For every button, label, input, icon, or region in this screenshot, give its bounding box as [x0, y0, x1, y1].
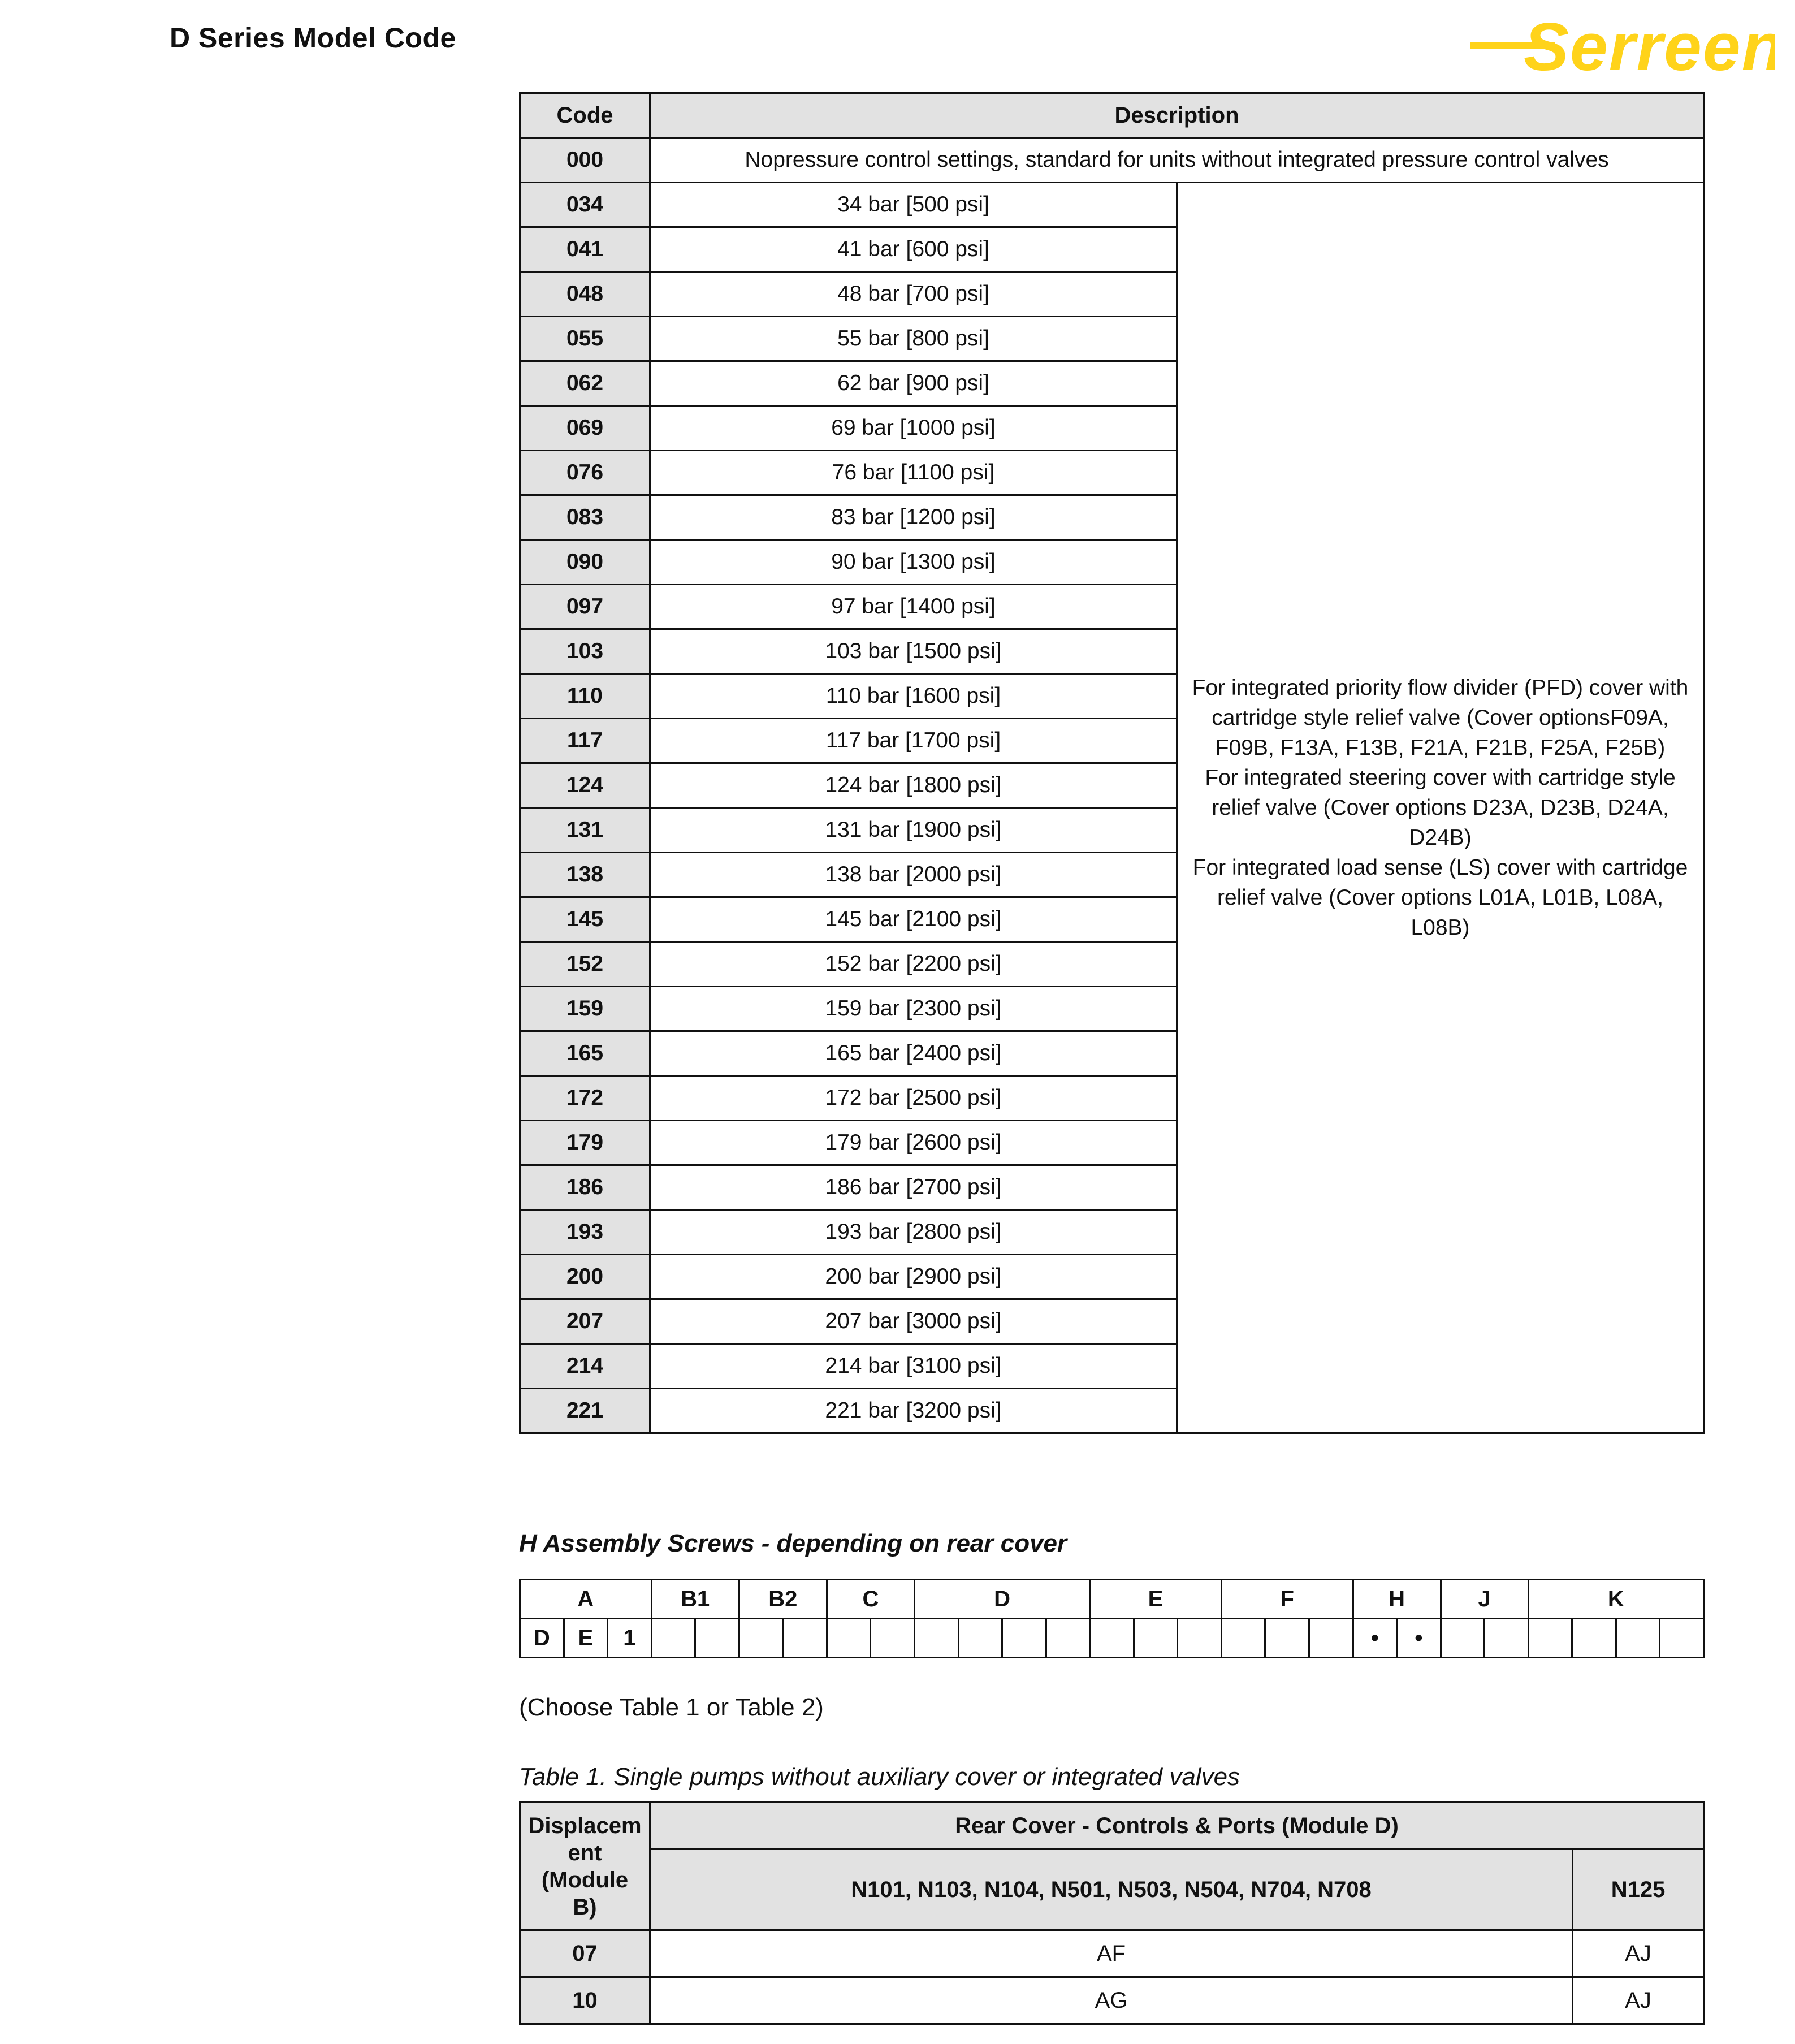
- pressure-value-cell: 110 bar [1600 psi]: [650, 674, 1177, 719]
- h-selection-mark: •: [1397, 1619, 1441, 1658]
- model-code-cell: [871, 1619, 915, 1658]
- group-header-k: K: [1528, 1580, 1703, 1619]
- pressure-value-cell: 159 bar [2300 psi]: [650, 987, 1177, 1031]
- pressure-value-cell: 172 bar [2500 psi]: [650, 1076, 1177, 1121]
- pressure-value-cell: 207 bar [3000 psi]: [650, 1299, 1177, 1344]
- model-code-cell: [914, 1619, 958, 1658]
- group-header-e: E: [1090, 1580, 1222, 1619]
- code-cell: 214: [520, 1344, 650, 1389]
- pressure-value-cell: 90 bar [1300 psi]: [650, 540, 1177, 585]
- pressure-value-cell: 124 bar [1800 psi]: [650, 763, 1177, 808]
- code-cell: 172: [520, 1076, 650, 1121]
- integrated-valve-note: [1177, 183, 1704, 1433]
- model-code-cell: [695, 1619, 739, 1658]
- model-code-cell: [1528, 1619, 1572, 1658]
- rear-cover-code-cell: AJ: [1573, 1930, 1704, 1977]
- code-cell: 076: [520, 451, 650, 495]
- pressure-value-cell: 76 bar [1100 psi]: [650, 451, 1177, 495]
- code-cell: 062: [520, 361, 650, 406]
- description-column-header: Description: [650, 93, 1704, 138]
- rear-cover-code-cell: AG: [650, 1977, 1573, 2024]
- group-header-h: H: [1353, 1580, 1441, 1619]
- pressure-value-cell: 103 bar [1500 psi]: [650, 629, 1177, 674]
- displacement-header-line: B): [573, 1894, 597, 1920]
- pressure-value-cell: 34 bar [500 psi]: [650, 183, 1177, 227]
- model-prefix-cell: D: [520, 1619, 564, 1658]
- pressure-value-cell: 131 bar [1900 psi]: [650, 808, 1177, 853]
- code-column-header: Code: [520, 93, 650, 138]
- displacement-header-line: ent: [568, 1840, 602, 1865]
- model-code-cell: [1178, 1619, 1222, 1658]
- pressure-value-cell: 62 bar [900 psi]: [650, 361, 1177, 406]
- note-paragraph: For integrated priority flow divider (PFD) cover with cartridge style relief valve (Cover optionsF09A, F09B, F13A, F13B, F21A, F21B, F25A, F25B): [1192, 676, 1689, 760]
- control-group-header: N101, N103, N104, N501, N503, N504, N704, N708: [650, 1849, 1573, 1930]
- table1-rear-cover: [519, 1801, 1705, 2025]
- code-cell: 179: [520, 1121, 650, 1165]
- displacement-header-line: (Module: [541, 1867, 629, 1892]
- pressure-value-cell: 41 bar [600 psi]: [650, 227, 1177, 272]
- code-cell: 152: [520, 942, 650, 987]
- pressure-value-cell: 145 bar [2100 psi]: [650, 897, 1177, 942]
- code-cell: 041: [520, 227, 650, 272]
- code-cell: 103: [520, 629, 650, 674]
- pressure-value-cell: 48 bar [700 psi]: [650, 272, 1177, 317]
- code-cell: 090: [520, 540, 650, 585]
- model-code-cell: [958, 1619, 1002, 1658]
- note-paragraph: For integrated steering cover with cartridge style relief valve (Cover options D23A, D23B, D24A, D24B): [1205, 766, 1676, 850]
- pressure-value-cell: 83 bar [1200 psi]: [650, 495, 1177, 540]
- code-cell: 138: [520, 853, 650, 897]
- model-code-cell: [739, 1619, 783, 1658]
- group-header-c: C: [827, 1580, 914, 1619]
- pressure-value-cell: 97 bar [1400 psi]: [650, 585, 1177, 629]
- code-cell: 145: [520, 897, 650, 942]
- model-code-grid: [519, 1579, 1705, 1658]
- code-cell: 069: [520, 406, 650, 451]
- displacement-cell: 10: [520, 1977, 650, 2024]
- model-code-cell: [1265, 1619, 1309, 1658]
- model-code-cell: [1002, 1619, 1046, 1658]
- model-code-cell: [1221, 1619, 1265, 1658]
- model-code-cell: [1309, 1619, 1353, 1658]
- pressure-value-cell: 152 bar [2200 psi]: [650, 942, 1177, 987]
- model-prefix-cell: E: [564, 1619, 608, 1658]
- code-cell: 124: [520, 763, 650, 808]
- group-header-f: F: [1221, 1580, 1353, 1619]
- code-cell: 221: [520, 1389, 650, 1433]
- pressure-value-cell: 138 bar [2000 psi]: [650, 853, 1177, 897]
- description-cell: Nopressure control settings, standard for units without integrated pressure control valves: [650, 138, 1704, 183]
- model-code-cell: [1485, 1619, 1529, 1658]
- code-cell: 193: [520, 1210, 650, 1255]
- model-code-cell: [1441, 1619, 1485, 1658]
- code-cell: 048: [520, 272, 650, 317]
- pressure-value-cell: 117 bar [1700 psi]: [650, 719, 1177, 763]
- code-cell: 110: [520, 674, 650, 719]
- choose-table-note: (Choose Table 1 or Table 2): [519, 1693, 824, 1721]
- displacement-header: [520, 1803, 650, 1930]
- rear-cover-code-cell: AF: [650, 1930, 1573, 1977]
- brand-logo: [1470, 7, 1775, 80]
- model-prefix-cell: 1: [608, 1619, 652, 1658]
- table1-caption: Table 1. Single pumps without auxiliary cover or integrated valves: [519, 1763, 1240, 1791]
- note-paragraph: For integrated load sense (LS) cover with cartridge relief valve (Cover options L01A, L01B, L08A, L08B): [1192, 855, 1688, 940]
- group-header-b2: B2: [739, 1580, 827, 1619]
- model-code-cell: [1616, 1619, 1660, 1658]
- pressure-value-cell: 200 bar [2900 psi]: [650, 1255, 1177, 1299]
- pressure-value-cell: 69 bar [1000 psi]: [650, 406, 1177, 451]
- group-header-b1: B1: [651, 1580, 739, 1619]
- displacement-header-line: Displacem: [528, 1813, 642, 1838]
- displacement-cell: 07: [520, 1930, 650, 1977]
- pressure-value-cell: 193 bar [2800 psi]: [650, 1210, 1177, 1255]
- pressure-value-cell: 179 bar [2600 psi]: [650, 1121, 1177, 1165]
- model-code-cell: [1046, 1619, 1090, 1658]
- model-code-cell: [783, 1619, 827, 1658]
- model-code-cell: [827, 1619, 871, 1658]
- rear-cover-code-cell: AJ: [1573, 1977, 1704, 2024]
- code-cell: 165: [520, 1031, 650, 1076]
- code-cell: 159: [520, 987, 650, 1031]
- rear-cover-header: Rear Cover - Controls & Ports (Module D): [650, 1803, 1704, 1849]
- model-code-cell: [1660, 1619, 1704, 1658]
- code-cell: 097: [520, 585, 650, 629]
- group-header-a: A: [520, 1580, 652, 1619]
- code-cell: 083: [520, 495, 650, 540]
- code-cell: 034: [520, 183, 650, 227]
- model-code-cell: [1572, 1619, 1616, 1658]
- group-header-j: J: [1441, 1580, 1528, 1619]
- pressure-value-cell: 55 bar [800 psi]: [650, 317, 1177, 361]
- h-selection-mark: •: [1353, 1619, 1397, 1658]
- assembly-heading: H Assembly Screws - depending on rear cover: [519, 1529, 1067, 1557]
- model-code-cell: [651, 1619, 695, 1658]
- model-code-cell: [1134, 1619, 1178, 1658]
- pressure-value-cell: 165 bar [2400 psi]: [650, 1031, 1177, 1076]
- svg-text:Serreen: Serreen: [1524, 9, 1775, 80]
- code-cell: 055: [520, 317, 650, 361]
- n125-header: N125: [1573, 1849, 1704, 1930]
- pressure-value-cell: 214 bar [3100 psi]: [650, 1344, 1177, 1389]
- code-cell: 200: [520, 1255, 650, 1299]
- code-cell: 186: [520, 1165, 650, 1210]
- pressure-settings-table: [519, 92, 1705, 1434]
- code-cell: 207: [520, 1299, 650, 1344]
- pressure-value-cell: 186 bar [2700 psi]: [650, 1165, 1177, 1210]
- group-header-d: D: [914, 1580, 1089, 1619]
- code-cell: 000: [520, 138, 650, 183]
- code-cell: 131: [520, 808, 650, 853]
- page-title: D Series Model Code: [170, 22, 456, 54]
- model-code-cell: [1090, 1619, 1134, 1658]
- code-cell: 117: [520, 719, 650, 763]
- pressure-value-cell: 221 bar [3200 psi]: [650, 1389, 1177, 1433]
